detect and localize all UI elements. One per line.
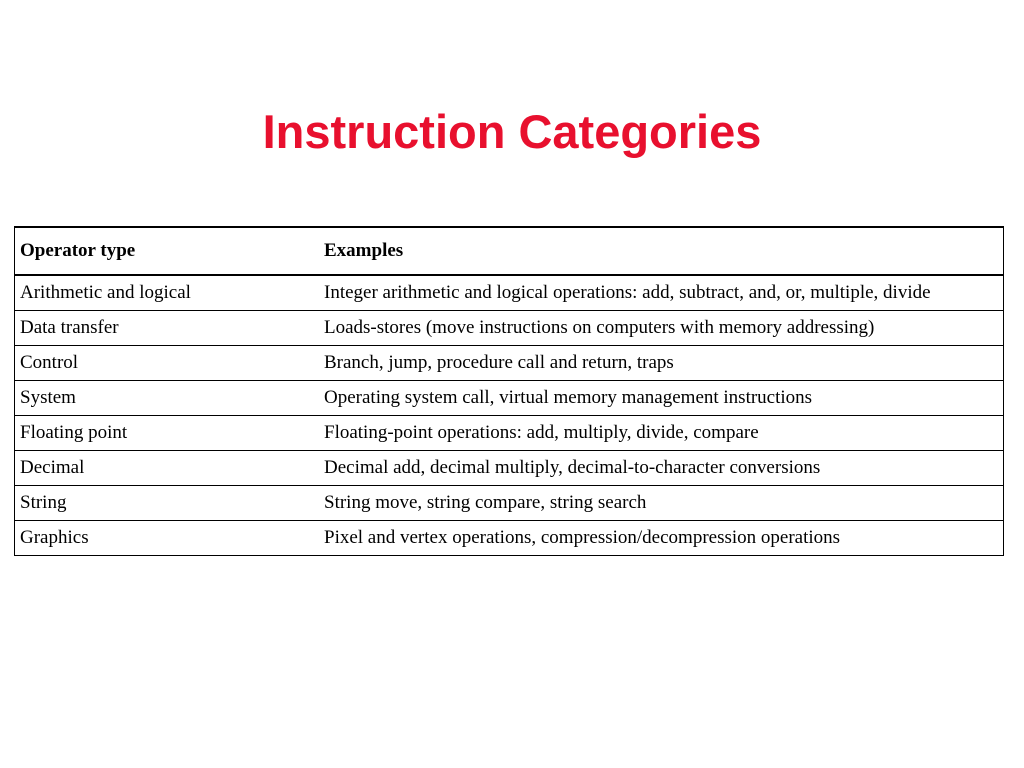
examples-cell: String move, string compare, string search [319, 486, 1004, 521]
table-row [15, 416, 1004, 451]
header-row [15, 227, 1004, 275]
table-body [15, 275, 1004, 556]
examples-cell: Loads-stores (move instructions on computers with memory addressing) [319, 311, 1004, 346]
table-row [15, 521, 1004, 556]
table-row [15, 381, 1004, 416]
header-operator-type: Operator type [15, 227, 320, 275]
table-row [15, 311, 1004, 346]
operator-type-cell: Graphics [15, 521, 320, 556]
header-examples: Examples [319, 227, 1004, 275]
operator-type-cell: System [15, 381, 320, 416]
table-row [15, 486, 1004, 521]
examples-cell: Pixel and vertex operations, compression/decompression operations [319, 521, 1004, 556]
examples-cell: Operating system call, virtual memory management instructions [319, 381, 1004, 416]
examples-cell: Integer arithmetic and logical operations: add, subtract, and, or, multiple, divide [319, 275, 1004, 311]
table-row [15, 346, 1004, 381]
slide-title: Instruction Categories [262, 105, 762, 158]
instruction-categories-table [14, 226, 1004, 556]
table-row [15, 275, 1004, 311]
operator-type-cell: Decimal [15, 451, 320, 486]
examples-cell: Decimal add, decimal multiply, decimal-to-character conversions [319, 451, 1004, 486]
examples-cell: Branch, jump, procedure call and return, traps [319, 346, 1004, 381]
operator-type-cell: String [15, 486, 320, 521]
instruction-categories-table-container [14, 226, 1004, 556]
operator-type-cell: Arithmetic and logical [15, 275, 320, 311]
table-header [15, 227, 1004, 275]
examples-cell: Floating-point operations: add, multiply, divide, compare [319, 416, 1004, 451]
operator-type-cell: Data transfer [15, 311, 320, 346]
operator-type-cell: Floating point [15, 416, 320, 451]
table-row [15, 451, 1004, 486]
operator-type-cell: Control [15, 346, 320, 381]
